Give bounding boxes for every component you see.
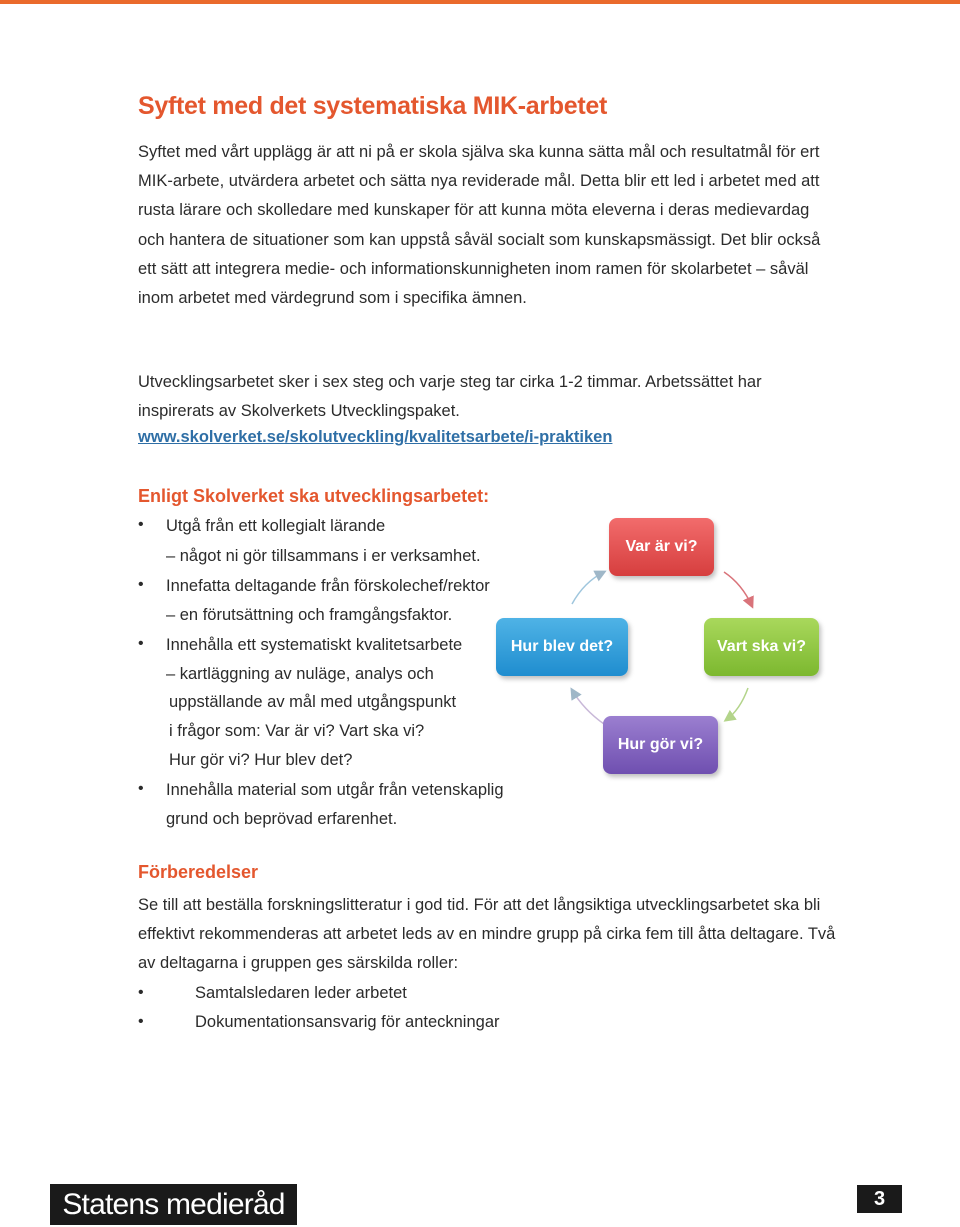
cycle-node-hur-blev: Hur blev det?: [496, 618, 628, 676]
arrow-to-vart: [724, 572, 752, 606]
list-item: uppställande av mål med utgångspunkt: [169, 693, 457, 711]
forberedelser-heading: Förberedelser: [138, 862, 259, 882]
list-item: – kartläggning av nuläge, analys och: [166, 665, 434, 683]
arrow-to-hurblev: [572, 690, 604, 724]
list-item: Hur gör vi? Hur blev det?: [169, 751, 353, 769]
list-item: Innefatta deltagande från förskolechef/rektor: [166, 577, 490, 595]
page-number: 3: [857, 1185, 902, 1213]
cycle-node-vart: Vart ska vi?: [704, 618, 819, 676]
list-item: Innehålla material som utgår från vetenskaplig: [166, 781, 504, 799]
role-item: Samtalsledaren leder arbetet: [195, 984, 407, 1002]
bullet-icon: •: [138, 984, 144, 1001]
bullet-icon: •: [138, 635, 144, 652]
cycle-node-var: Var är vi?: [609, 518, 714, 576]
top-accent-bar: [0, 0, 960, 4]
bullet-icon: •: [138, 1013, 144, 1030]
list-item: – något ni gör tillsammans i er verksamhet.: [166, 547, 481, 565]
bullet-icon: •: [138, 516, 144, 533]
skolverket-link[interactable]: www.skolverket.se/skolutveckling/kvalitetsarbete/i-praktiken: [138, 428, 613, 446]
role-item: Dokumentationsansvarig för anteckningar: [195, 1013, 500, 1031]
list-item: Utgå från ett kollegialt lärande: [166, 517, 386, 535]
list-item: grund och beprövad erfarenhet.: [166, 810, 398, 828]
page-title: Syftet med det systematiska MIK-arbetet: [138, 92, 608, 120]
cycle-node-hur-gor: Hur gör vi?: [603, 716, 718, 774]
forberedelser-paragraph: Se till att beställa forskningslitteratur i god tid. För att det långsiktiga utvecklingsarbetet ska bli effektivt rekommenderas att arbetet leds av en mindre grupp på cirka fem till åtta deltagare. Två av deltagarna i gruppen ges särskilda roller:: [138, 896, 836, 973]
statens-medierad-logo: Statens medieråd: [50, 1184, 297, 1225]
intro-paragraph: Syftet med vårt upplägg är att ni på er skola själva ska kunna sätta mål och resultatmål för ert MIK-arbete, utvärdera arbetet och sätta nya reviderade mål. Detta blir ett led i arbetet med att rusta lärare och skolledare med kunskaper för att kunna möta eleverna i deras medievardag och hantera de situationer som kan uppstå såväl socialt som kunskapsmässigt. Det blir också ett sätt att integrera medie- och informationskunnigheten inom ramen för skolarbetet – såväl inom arbetet med värdegrund som i specifika ämnen.: [138, 143, 821, 308]
process-paragraph: Utvecklingsarbetet sker i sex steg och varje steg tar cirka 1-2 timmar. Arbetssättet har inspirerats av Skolverkets Utvecklingspaket.: [138, 373, 762, 421]
list-item: i frågor som: Var är vi? Vart ska vi?: [169, 722, 425, 740]
bullet-icon: •: [138, 780, 144, 797]
arrow-to-hurgor: [726, 688, 748, 720]
list-item: Innehålla ett systematiskt kvalitetsarbete: [166, 636, 463, 654]
bullet-icon: •: [138, 576, 144, 593]
arrow-to-var: [572, 572, 604, 604]
skolverket-heading: Enligt Skolverket ska utvecklingsarbetet:: [138, 486, 490, 506]
list-item: – en förutsättning och framgångsfaktor.: [166, 606, 453, 624]
